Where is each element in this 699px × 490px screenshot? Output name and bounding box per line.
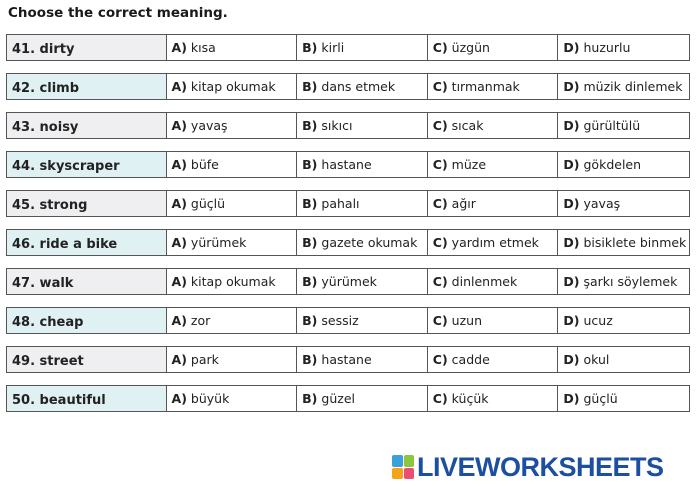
option-letter: B): [302, 235, 318, 250]
answer-option-c[interactable]: [428, 152, 559, 177]
answer-option-c[interactable]: [428, 308, 559, 333]
option-text: güçlü: [583, 391, 618, 406]
answer-option-c[interactable]: [428, 191, 559, 216]
question-row: [6, 229, 690, 256]
answer-option-d[interactable]: [558, 113, 689, 138]
option-text: üzgün: [451, 40, 490, 55]
logo-square-2: [404, 455, 415, 467]
option-text: küçük: [451, 391, 489, 406]
option-text: kirli: [321, 40, 345, 55]
option-letter: B): [302, 313, 318, 328]
answer-option-c[interactable]: [428, 74, 559, 99]
option-text: huzurlu: [583, 40, 631, 55]
option-text: yardım etmek: [451, 235, 539, 250]
option-text: hastane: [321, 352, 372, 367]
option-letter: D): [563, 274, 580, 289]
option-letter: B): [302, 196, 318, 211]
option-text: hastane: [321, 157, 372, 172]
option-text: güçlü: [190, 196, 226, 211]
question-label: 50. beautiful: [7, 386, 167, 411]
question-list: [6, 34, 690, 424]
answer-option-b[interactable]: [297, 74, 428, 99]
question-label: 45. strong: [7, 191, 167, 216]
option-letter: C): [432, 274, 448, 289]
answer-option-d[interactable]: [558, 308, 689, 333]
option-text: dans etmek: [321, 79, 396, 94]
option-letter: B): [302, 352, 318, 367]
option-letter: D): [563, 196, 580, 211]
answer-option-d[interactable]: [558, 230, 689, 255]
answer-option-d[interactable]: [558, 74, 689, 99]
option-letter: A): [171, 313, 187, 328]
answer-option-c[interactable]: [428, 347, 559, 372]
option-letter: C): [432, 352, 448, 367]
option-text: bisiklete binmek: [583, 235, 687, 250]
option-letter: C): [432, 313, 448, 328]
option-letter: A): [171, 235, 187, 250]
option-letter: B): [302, 40, 318, 55]
question-row: [6, 151, 690, 178]
option-letter: B): [302, 157, 318, 172]
option-text: şarkı söylemek: [583, 274, 678, 289]
answer-option-d[interactable]: [558, 152, 689, 177]
answer-option-b[interactable]: [297, 386, 428, 411]
option-letter: D): [563, 118, 580, 133]
liveworksheets-wordmark: LIVEWORKSHEETS: [417, 451, 664, 482]
option-text: kitap okumak: [190, 79, 276, 94]
answer-option-a[interactable]: [167, 386, 298, 411]
question-row: [6, 307, 690, 334]
question-label: 47. walk: [7, 269, 167, 294]
option-text: sessiz: [321, 313, 359, 328]
option-text: müzik dinlemek: [583, 79, 683, 94]
answer-option-d[interactable]: [558, 191, 689, 216]
option-letter: A): [171, 391, 187, 406]
answer-option-d[interactable]: [558, 35, 689, 60]
question-label: 46. ride a bike: [7, 230, 167, 255]
question-row: [6, 34, 690, 61]
option-letter: A): [171, 79, 187, 94]
answer-option-c[interactable]: [428, 269, 559, 294]
option-text: ağır: [451, 196, 476, 211]
liveworksheets-logo-icon: [392, 455, 414, 479]
option-text: okul: [583, 352, 610, 367]
liveworksheets-logo: [392, 452, 664, 482]
option-text: gazete okumak: [321, 235, 418, 250]
option-text: büfe: [190, 157, 219, 172]
option-text: gürültülü: [583, 118, 641, 133]
option-text: müze: [451, 157, 487, 172]
answer-option-b[interactable]: [297, 269, 428, 294]
option-text: gökdelen: [583, 157, 642, 172]
answer-option-b[interactable]: [297, 230, 428, 255]
answer-option-a[interactable]: [167, 308, 298, 333]
answer-option-a[interactable]: [167, 35, 298, 60]
answer-option-b[interactable]: [297, 35, 428, 60]
option-letter: D): [563, 157, 580, 172]
answer-option-c[interactable]: [428, 35, 559, 60]
question-row: [6, 385, 690, 412]
option-text: sıkıcı: [321, 118, 353, 133]
option-letter: A): [171, 274, 187, 289]
question-label: 43. noisy: [7, 113, 167, 138]
logo-square-1: [392, 455, 403, 467]
option-letter: C): [432, 40, 448, 55]
option-letter: D): [563, 391, 580, 406]
option-letter: A): [171, 196, 187, 211]
option-letter: D): [563, 352, 580, 367]
option-letter: C): [432, 196, 448, 211]
option-text: ucuz: [583, 313, 613, 328]
question-label: 44. skyscraper: [7, 152, 167, 177]
answer-option-a[interactable]: [167, 191, 298, 216]
answer-option-a[interactable]: [167, 113, 298, 138]
option-text: park: [190, 352, 219, 367]
question-row: [6, 112, 690, 139]
option-letter: C): [432, 157, 448, 172]
option-letter: A): [171, 157, 187, 172]
option-text: tırmanmak: [451, 79, 520, 94]
option-text: kısa: [190, 40, 216, 55]
answer-option-d[interactable]: [558, 269, 689, 294]
question-row: [6, 268, 690, 295]
question-label: 41. dirty: [7, 35, 167, 60]
option-letter: A): [171, 352, 187, 367]
answer-option-b[interactable]: [297, 347, 428, 372]
logo-square-3: [392, 468, 403, 480]
option-letter: C): [432, 79, 448, 94]
option-text: cadde: [451, 352, 490, 367]
option-letter: C): [432, 118, 448, 133]
option-letter: B): [302, 79, 318, 94]
option-text: dinlenmek: [451, 274, 518, 289]
answer-option-a[interactable]: [167, 74, 298, 99]
answer-option-c[interactable]: [428, 113, 559, 138]
option-letter: C): [432, 235, 448, 250]
question-row: [6, 190, 690, 217]
option-letter: D): [563, 40, 580, 55]
option-letter: C): [432, 391, 448, 406]
answer-option-c[interactable]: [428, 386, 559, 411]
option-text: yavaş: [190, 118, 228, 133]
option-text: yürümek: [190, 235, 247, 250]
option-letter: A): [171, 40, 187, 55]
option-letter: D): [563, 313, 580, 328]
option-text: yavaş: [583, 196, 621, 211]
logo-square-4: [404, 468, 415, 480]
answer-option-c[interactable]: [428, 230, 559, 255]
answer-option-b[interactable]: [297, 191, 428, 216]
option-text: uzun: [451, 313, 483, 328]
option-text: sıcak: [451, 118, 484, 133]
option-letter: A): [171, 118, 187, 133]
question-row: [6, 346, 690, 373]
option-text: güzel: [321, 391, 355, 406]
option-text: kitap okumak: [190, 274, 276, 289]
option-letter: D): [563, 79, 580, 94]
answer-option-d[interactable]: [558, 386, 689, 411]
option-text: zor: [190, 313, 211, 328]
question-label: 48. cheap: [7, 308, 167, 333]
question-label: 42. climb: [7, 74, 167, 99]
answer-option-a[interactable]: [167, 152, 298, 177]
answer-option-b[interactable]: [297, 308, 428, 333]
answer-option-d[interactable]: [558, 347, 689, 372]
option-letter: B): [302, 274, 318, 289]
option-text: büyük: [190, 391, 230, 406]
option-text: yürümek: [321, 274, 377, 289]
option-letter: D): [563, 235, 580, 250]
question-label: 49. street: [7, 347, 167, 372]
answer-option-a[interactable]: [167, 269, 298, 294]
answer-option-b[interactable]: [297, 152, 428, 177]
option-text: pahalı: [321, 196, 360, 211]
question-row: [6, 73, 690, 100]
instruction-heading: Choose the correct meaning.: [8, 5, 228, 21]
option-letter: B): [302, 118, 318, 133]
answer-option-a[interactable]: [167, 230, 298, 255]
answer-option-b[interactable]: [297, 113, 428, 138]
option-letter: B): [302, 391, 318, 406]
answer-option-a[interactable]: [167, 347, 298, 372]
